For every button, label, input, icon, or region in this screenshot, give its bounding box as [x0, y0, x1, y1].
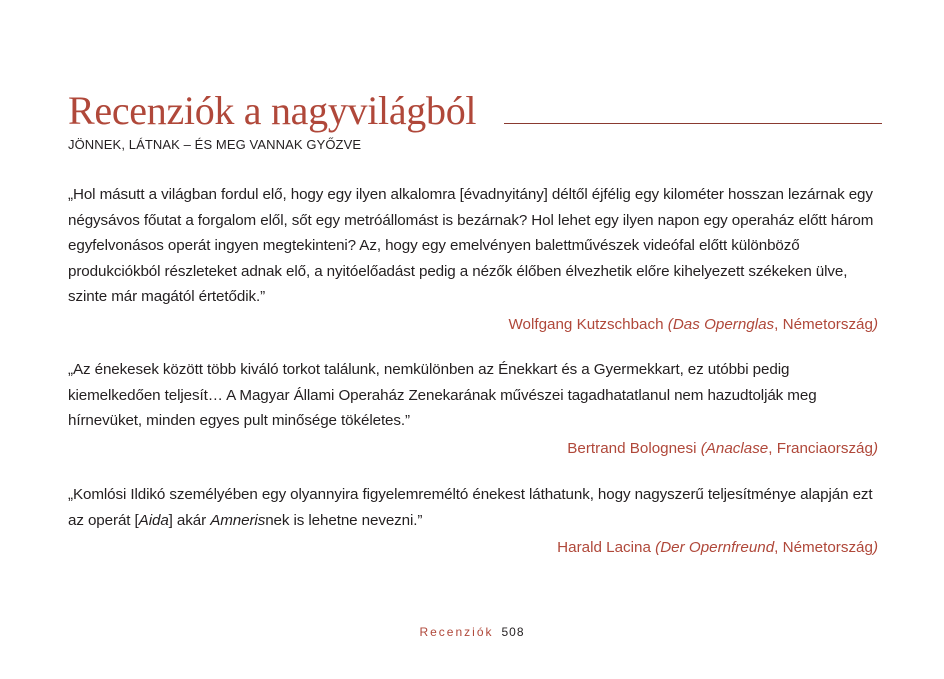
review-quote: „Hol másutt a világban fordul elő, hogy egy ilyen alkalomra [évadnyitány] déltől éjfélig egy kilométer hosszan lezárnak egy négysávos főutat a forgalom elől, sőt egy metróállomást is bezárnak? Hol lehet egy ilyen napon egy operaház előtt három egyfelvonásos operát ingyen megtekinteni? Az, hogy egy emelvényen balettművészek videófal előtt különböző produkciókból részleteket adnak elő, a nyitóelőadást pedig a nézők élőben élvezhetik előre kihelyezett székeken ülve, szinte már magától értetődik.” [68, 186, 874, 306]
page-footer [0, 623, 944, 641]
review-country: Németország [782, 315, 873, 333]
review-1 [68, 182, 878, 338]
page-number: 508 [501, 625, 525, 639]
review-attribution: Wolfgang Kutzschbach (Das Opernglas, Németország) [508, 315, 878, 333]
review-author: Wolfgang Kutzschbach [508, 315, 664, 333]
review-quote [68, 482, 878, 533]
review-publication: Das Opernglas [672, 315, 775, 333]
header [68, 88, 882, 134]
review-quote: „Az énekesek között több kiváló torkot találunk, nemkülönben az Énekkart és a Gyermekkart, ez utóbbi pedig kiemelkedően teljesít… A Magyar Állami Operaház Zenekarának művészei tagadhatatlanul nem hazudtolják meg hírnevüket, minden egyes pult minősége tökéletes.” [68, 361, 817, 430]
opera-title: Aida [138, 511, 169, 529]
review-attribution: Bertrand Bolognesi (Anaclase, Franciaország) [567, 439, 878, 457]
review-author: Harald Lacina [557, 539, 651, 557]
title-rule [504, 123, 882, 124]
review-3 [68, 482, 878, 561]
review-author: Bertrand Bolognesi [567, 439, 697, 457]
review-quote-part: „Komlósi Ildikó személyében egy olyannyira figyelemreméltó énekest láthatunk, hogy nagyszerű teljesítménye alapján ezt az operát [ [68, 486, 873, 529]
review-quote-part: nek is lehetne nevezni.” [265, 511, 423, 529]
review-quote-part: ] akár [168, 511, 211, 529]
review-country: Németország [782, 539, 873, 557]
page-subtitle: JÖNNEK, LÁTNAK – ÉS MEG VANNAK GYŐZVE [68, 137, 362, 152]
review-country: Franciaország [776, 439, 873, 457]
review-2 [68, 357, 878, 461]
review-publication: Anaclase [705, 439, 769, 457]
review-attribution: Harald Lacina (Der Opernfreund, Németország) [557, 539, 878, 557]
footer-section: Recenziók [419, 625, 494, 639]
review-publication: Der Opernfreund [660, 539, 775, 557]
page-title: Recenziók a nagyvilágból [68, 88, 477, 133]
role-name: Amneris [210, 511, 266, 529]
